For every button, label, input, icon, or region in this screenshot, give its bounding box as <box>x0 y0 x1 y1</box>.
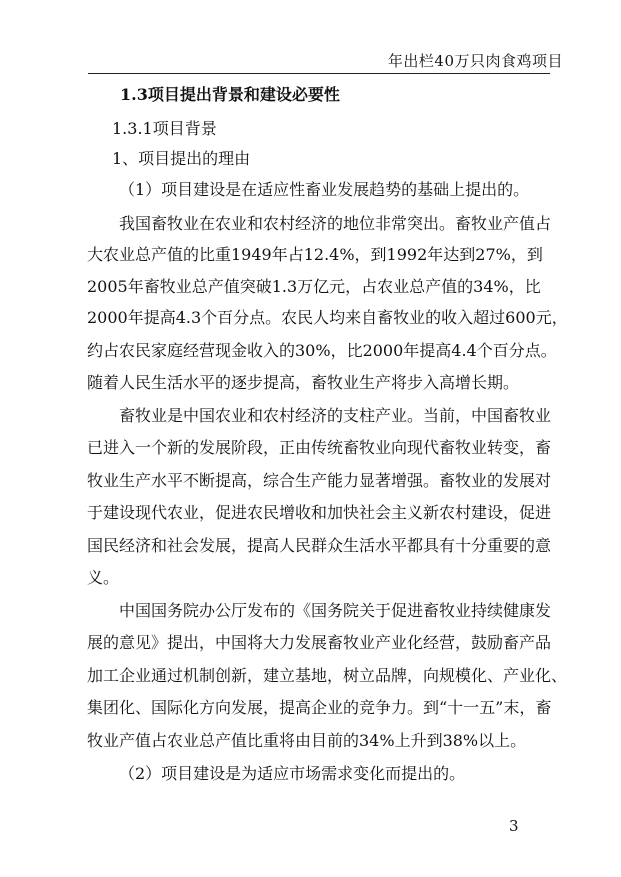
paragraph-line-9: 已进入一个新的发展阶段，正由传统畜牧业向现代畜牧业转变，畜 <box>87 438 552 457</box>
paragraph-line-6: 约占农民家庭经营现金收入的30%，比2000年提高4.4个百分点。 <box>87 341 557 360</box>
paragraph-line-15: 展的意见》提出，中国将大力发展畜牧业产业化经营，鼓励畜产品 <box>87 633 552 652</box>
paragraph-line-1: （1）项目建设是在适应性畜业发展趋势的基础上提出的。 <box>119 180 530 199</box>
paragraph-line-18: 牧业产值占农业总产值比重将由目前的34%上升到38%以上。 <box>87 731 527 750</box>
paragraph-line-12: 国民经济和社会发展，提高人民群众生活水平都具有十分重要的意 <box>87 536 552 555</box>
paragraph-line-5: 2000年提高4.3个百分点。农民人均来自畜牧业的收入超过600元， <box>87 308 568 327</box>
paragraph-line-14: 中国国务院办公厅发布的《国务院关于促进畜牧业持续健康发 <box>119 601 552 620</box>
paragraph-line-2: 我国畜牧业在农业和农村经济的地位非常突出。畜牧业产值占 <box>119 214 552 233</box>
header-title: 年出栏40万只肉食鸡项目 <box>387 52 563 70</box>
paragraph-line-16: 加工企业通过机制创新，建立基地，树立品牌，向规模化、产业化、 <box>87 666 568 685</box>
page-number: 3 <box>509 817 519 835</box>
paragraph-line-19: （2）项目建设是为适应市场需求变化而提出的。 <box>119 764 466 783</box>
paragraph-line-17: 集团化、国际化方向发展，提高企业的竞争力。到“十一五”末，畜 <box>87 698 552 717</box>
paragraph-line-7: 随着人民生活水平的逐步提高，畜牧业生产将步入高增长期。 <box>87 373 520 392</box>
paragraph-line-13: 义。 <box>87 568 120 587</box>
paragraph-line-4: 2005年畜牧业总产值突破1.3万亿元，占农业总产值的34%，比 <box>87 277 541 296</box>
header-divider <box>88 73 550 74</box>
paragraph-line-10: 牧业生产水平不断提高，综合生产能力显著增强。畜牧业的发展对 <box>87 471 552 490</box>
item-title: 1、项目提出的理由 <box>112 149 251 168</box>
paragraph-line-3: 大农业总产值的比重1949年占12.4%，到1992年达到27%，到 <box>87 245 543 264</box>
paragraph-line-8: 畜牧业是中国农业和农村经济的支柱产业。当前，中国畜牧业 <box>119 406 552 425</box>
paragraph-line-11: 于建设现代农业，促进农民增收和加快社会主义新农村建设，促进 <box>87 503 552 522</box>
subsection-title: 1.3.1项目背景 <box>112 119 217 138</box>
section-title: 1.3项目提出背景和建设必要性 <box>120 85 340 104</box>
